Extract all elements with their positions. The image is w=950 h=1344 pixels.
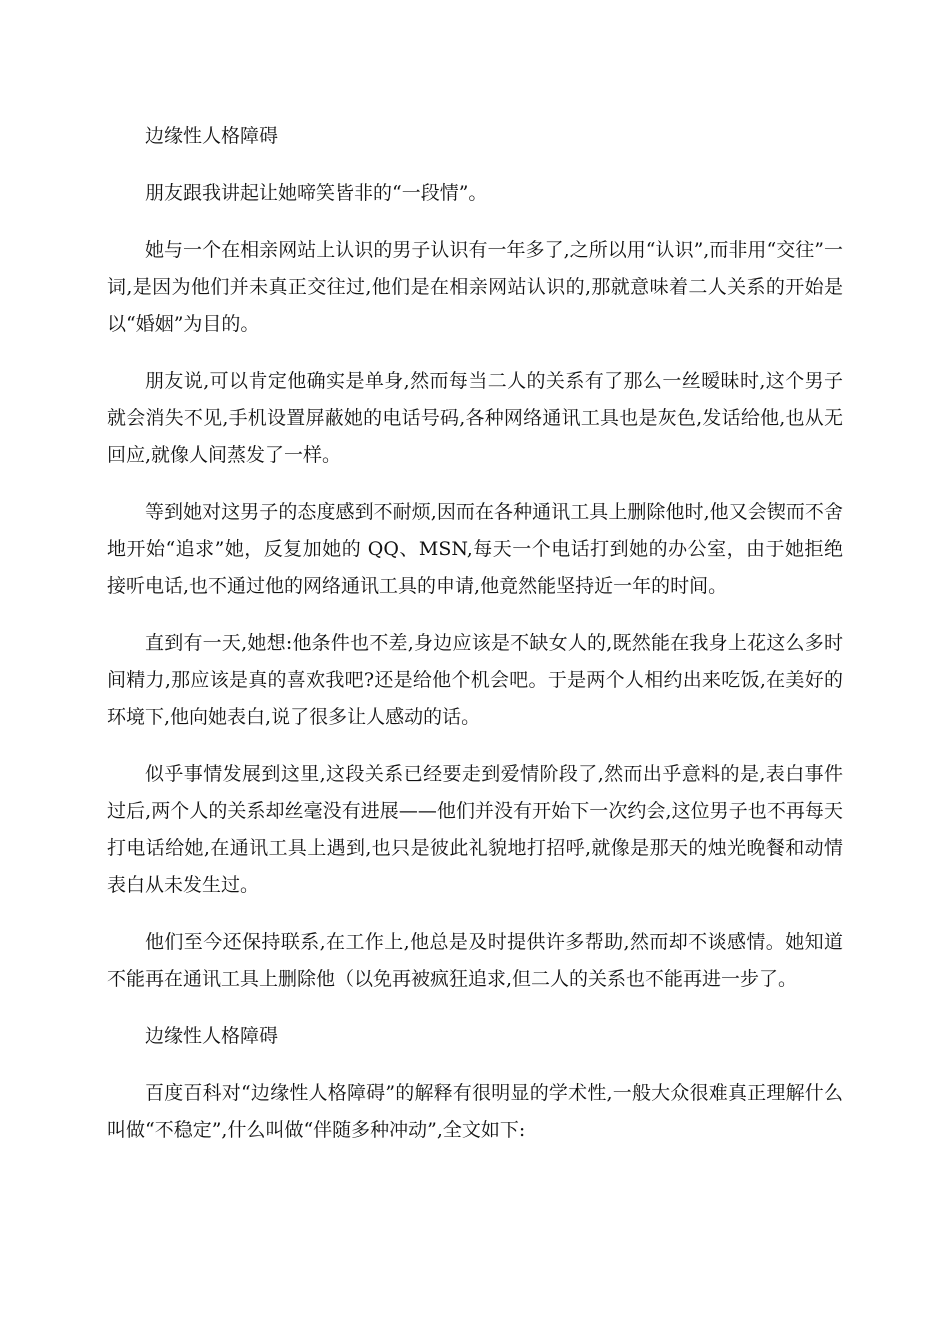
paragraph: 直到有一天,她想:他条件也不差,身边应该是不缺女人的,既然能在我身上花这么多时间精力,那应该是真的喜欢我吧?还是给他个机会吧。于是两个人相约出来吃饭,在美好的环境下,他向她表白,说了很多让人感动的话。 [107,632,843,728]
paragraph: 朋友跟我讲起让她啼笑皆非的“一段情”。 [145,182,488,204]
document-body [107,118,843,1169]
section-heading: 边缘性人格障碍 [145,1025,279,1047]
section-heading: 边缘性人格障碍 [145,125,279,147]
paragraph: 似乎事情发展到这里,这段关系已经要走到爱情阶段了,然而出乎意料的是,表白事件过后,两个人的关系却丝毫没有进展——他们并没有开始下一次约会,这位男子也不再每天打电话给她,在通讯工具上遇到,也只是彼此礼貌地打招呼,就像是那天的烛光晚餐和动情表白从未发生过。 [107,763,843,896]
paragraph: 百度百科对“边缘性人格障碍”的解释有很明显的学术性,一般大众很难真正理解什么叫做“不稳定”,什么叫做“伴随多种冲动”,全文如下: [107,1082,843,1141]
paragraph: 她与一个在相亲网站上认识的男子认识有一年多了,之所以用“认识”,而非用“交往”一词,是因为他们并未真正交往过,他们是在相亲网站认识的,那就意味着二人关系的开始是以“婚姻”为目的。 [107,239,843,335]
paragraph: 等到她对这男子的态度感到不耐烦,因而在各种通讯工具上删除他时,他又会锲而不舍地开始“追求”她，反复加她的 QQ、MSN,每天一个电话打到她的办公室，由于她拒绝接听电话,也不通过他的网络通讯工具的申请,他竟然能坚持近一年的时间。 [107,501,843,597]
paragraph: 他们至今还保持联系,在工作上,他总是及时提供许多帮助,然而却不谈感情。她知道不能再在通讯工具上删除他（以免再被疯狂追求,但二人的关系也不能再进一步了。 [107,931,843,990]
paragraph: 朋友说,可以肯定他确实是单身,然而每当二人的关系有了那么一丝暧昧时,这个男子就会消失不见,手机设置屏蔽她的电话号码,各种网络通讯工具也是灰色,发话给他,也从无回应,就像人间蒸发了一样。 [107,370,843,466]
